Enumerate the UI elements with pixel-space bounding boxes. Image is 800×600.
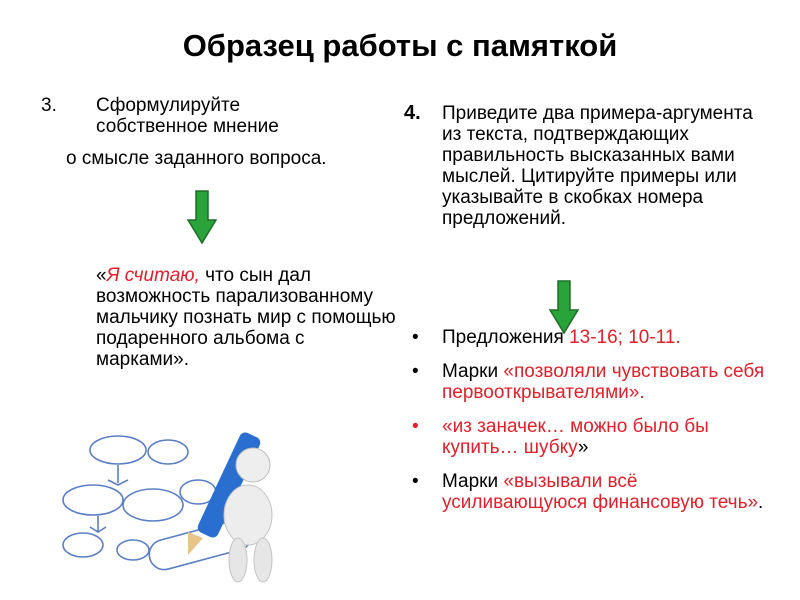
bullet-text-tail: »: [577, 437, 589, 458]
item-number-3: 3.: [41, 95, 57, 116]
bullet-text-red: «вызывали всё усиливающуюся финансовую течь»: [442, 471, 759, 513]
bullet-text-black: Марки: [442, 361, 504, 382]
bullet-dot: •: [412, 416, 419, 437]
bullet-dot: •: [412, 361, 419, 382]
arrow-down-icon: [187, 190, 217, 245]
bullet-dot: •: [412, 471, 419, 492]
argument-list: [412, 327, 772, 526]
bullet-text-red: 13-16; 10-11.: [569, 327, 681, 348]
bullet-text-red: «из заначек… можно было бы купить… шубку: [442, 416, 709, 458]
bullet-text-red: «позволяли чувствовать себя первооткрывателями».: [442, 361, 765, 403]
quote-highlight: Я считаю,: [106, 265, 200, 286]
bullet-text-tail: .: [758, 492, 764, 513]
list-item: [412, 361, 772, 403]
list-item: [412, 471, 772, 513]
list-item: [412, 327, 772, 348]
bullet-dot: •: [412, 327, 419, 348]
bullet-text-black: Предложения: [442, 327, 570, 348]
bullet-text-black: Марки: [442, 471, 504, 492]
opinion-quote: [96, 265, 396, 370]
task-text: Приведите два примера-аргумента из текста, подтверждающих правильность высказанных вами мыслей. Цитируйте примеры или указывайте в скобках номера предложений.: [442, 103, 753, 229]
instruction-line-2: о смысле заданного вопроса.: [66, 148, 327, 169]
slide-title: Образец работы с памяткой: [182, 28, 618, 63]
list-item: [412, 416, 772, 458]
item-number-4: 4.: [404, 102, 421, 124]
instruction-line-1: Сформулируйте собственное мнение: [96, 95, 279, 137]
person-with-pencil-illustration: [38, 420, 288, 590]
quote-open: «: [96, 265, 107, 286]
quote-rest: что сын дал возможность парализованному мальчику познать мир с помощью подаренного альбома с марками».: [96, 265, 396, 370]
